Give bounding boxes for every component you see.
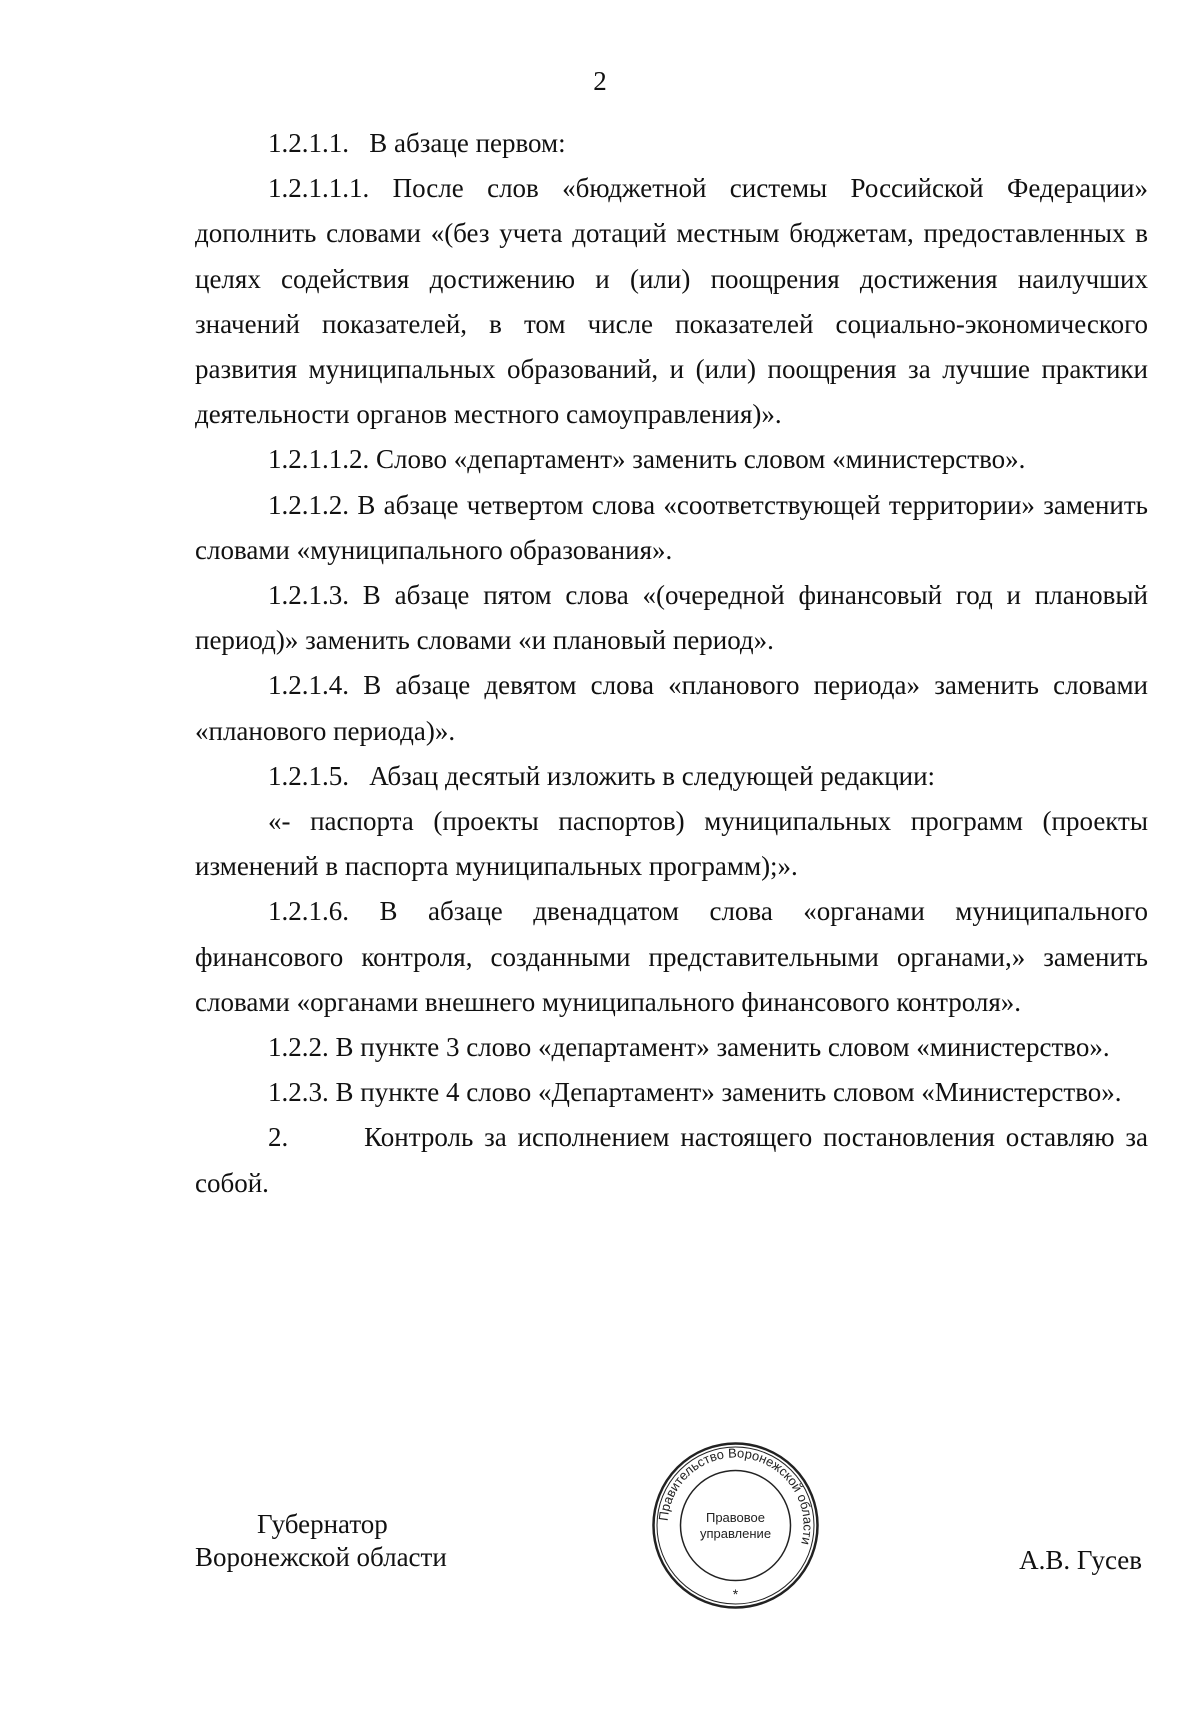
paragraph: 1.2.1.1. В абзаце первом: <box>268 128 566 158</box>
paragraph: 1.2.1.3. В абзаце пятом слова «(очередной финансовый год и плановый период)» заменить словами «и плановый период». <box>195 580 1148 656</box>
paragraph: 1.2.1.1.2. Слово «департамент» заменить словом «министерство». <box>268 444 1026 475</box>
paragraph: 1.2.2. В пункте 3 слово «департамент» заменить словом «министерство». <box>268 1032 1110 1063</box>
signatory-region: Воронежской области <box>195 1542 447 1572</box>
paragraph: 1.2.1.1.1. После слов «бюджетной системы Российской Федерации» дополнить словами «(без учета дотаций местным бюджетам, предоставленных в целях содействия достижению и (или) поощрения достижения наилучших значений показателей, в том числе показателей социально-экономического развития муниципальных образований, и (или) поощрения за лучшие практики деятельности органов местного самоуправления)». <box>195 173 1148 430</box>
official-stamp <box>648 1438 823 1613</box>
signatory-name: А.В. Гусев <box>1019 1545 1142 1575</box>
paragraph: 1.2.1.2. В абзаце четвертом слова «соответствующей территории» заменить словами «муниципального образования». <box>195 489 1148 565</box>
paragraph: 1.2.1.4. В абзаце девятом слова «планового периода» заменить словами «планового периода)». <box>195 670 1148 746</box>
paragraph: 1.2.1.5. Абзац десятый изложить в следующей редакции: <box>268 760 936 791</box>
stamp-inner-line2: управление <box>699 1526 772 1541</box>
page-number: 2 <box>593 66 607 96</box>
paragraph: 1.2.3. В пункте 4 слово «Департамент» заменить словом «Министерство». <box>268 1077 1122 1108</box>
signatory-title: Губернатор <box>257 1509 388 1539</box>
paragraph: 2. Контроль за исполнением настоящего постановления оставляю за собой. <box>195 1122 1155 1198</box>
stamp-inner-line1: Правовое <box>705 1510 766 1525</box>
paragraph: «- паспорта (проекты паспортов) муниципальных программ (проекты изменений в паспорта муниципальных программ);». <box>195 806 1148 882</box>
stamp-star: * <box>732 1586 739 1602</box>
paragraph: 1.2.1.6. В абзаце двенадцатом слова «органами муниципального финансового контроля, созданными представительными органами,» заменить словами «органами внешнего муниципального финансового контроля». <box>195 896 1148 1017</box>
stamp-outer-text: Правительство Воронежской области <box>655 1445 816 1547</box>
signatory-position <box>195 1508 447 1574</box>
document-body <box>195 121 1155 1206</box>
